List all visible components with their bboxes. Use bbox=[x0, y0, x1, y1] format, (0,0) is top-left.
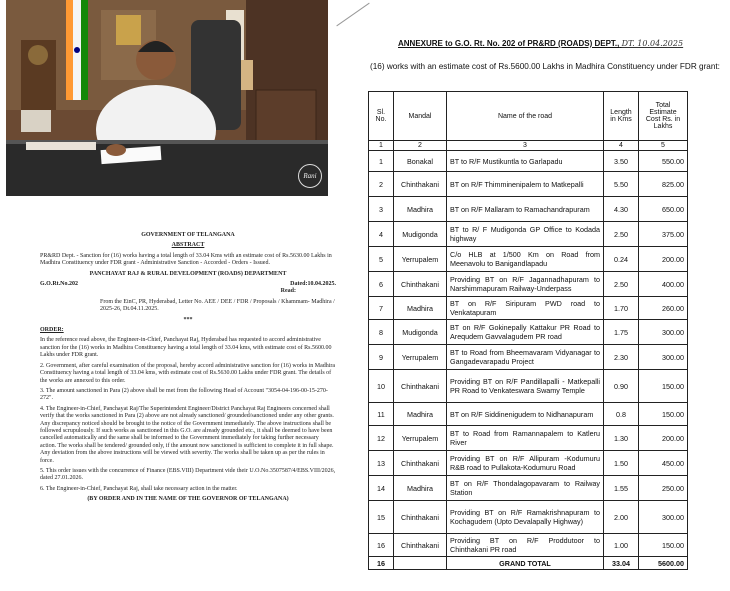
row-length: 2.00 bbox=[604, 501, 639, 534]
total-cost: 5600.00 bbox=[639, 557, 688, 570]
gov-title: GOVERNMENT OF TELANGANA bbox=[141, 232, 235, 238]
row-cost: 400.00 bbox=[639, 272, 688, 297]
row-cost: 375.00 bbox=[639, 222, 688, 247]
table-row bbox=[369, 476, 688, 501]
row-length: 1.00 bbox=[604, 534, 639, 557]
photo-watermark: Rani bbox=[298, 164, 322, 188]
row-sl: 4 bbox=[369, 222, 394, 247]
annexure-intro: (16) works with an estimate cost of Rs.5600.00 Lakhs in Madhira Constituency under FDR grant: bbox=[370, 62, 720, 71]
row-mandal: Chinthakani bbox=[394, 172, 447, 197]
annexure-document bbox=[360, 36, 720, 591]
row-mandal: Madhira bbox=[394, 476, 447, 501]
row-length: 5.50 bbox=[604, 172, 639, 197]
table-row bbox=[369, 172, 688, 197]
decorative-line bbox=[336, 3, 369, 27]
row-mandal: Chinthakani bbox=[394, 370, 447, 403]
row-length: 4.30 bbox=[604, 197, 639, 222]
works-table bbox=[368, 91, 688, 570]
row-road: Providing BT on R/F Proddutoor to Chinthakani PR road bbox=[447, 534, 604, 557]
table-total-row bbox=[369, 557, 688, 570]
table-row bbox=[369, 403, 688, 426]
row-cost: 150.00 bbox=[639, 534, 688, 557]
row-sl: 13 bbox=[369, 451, 394, 476]
row-length: 1.50 bbox=[604, 451, 639, 476]
header-length: Length in Kms bbox=[604, 92, 639, 141]
row-cost: 250.00 bbox=[639, 476, 688, 501]
row-sl: 11 bbox=[369, 403, 394, 426]
row-sl: 10 bbox=[369, 370, 394, 403]
table-row bbox=[369, 272, 688, 297]
row-mandal: Mudigonda bbox=[394, 320, 447, 345]
row-sl: 7 bbox=[369, 297, 394, 320]
row-mandal: Chinthakani bbox=[394, 451, 447, 476]
row-road: BT to Road from Bheemavaram Vidyanagar to Gangadevarapadu Project bbox=[447, 345, 604, 370]
row-length: 2.50 bbox=[604, 272, 639, 297]
table-row bbox=[369, 501, 688, 534]
total-label: GRAND TOTAL bbox=[447, 557, 604, 570]
read-label: Read: bbox=[280, 288, 296, 295]
row-road: Providing BT on R/F Jagannadhapuram to Narshimmapuram Railway-Underpass bbox=[447, 272, 604, 297]
colnum: 1 bbox=[369, 141, 394, 151]
go-subject: PR&RD Dept. - Sanction for (16) works having a total length of 33.04 Kms with an estimate cost of Rs.5630.00 Lakhs in Madhira Constituency under FDR grant - Administrative Sanction - Accorded - Orders - Issued. bbox=[40, 252, 332, 267]
row-length: 1.75 bbox=[604, 320, 639, 345]
go-number: G.O.Rt.No.202 bbox=[40, 281, 78, 288]
row-mandal: Mudigonda bbox=[394, 222, 447, 247]
row-length: 3.50 bbox=[604, 151, 639, 172]
header-mandal: Mandal bbox=[394, 92, 447, 141]
row-road: Providing BT on R/F Allipuram -Kodumuru R&B road to Pullakota-Kodumuru Road bbox=[447, 451, 604, 476]
header-sl: Sl. No. bbox=[369, 92, 394, 141]
row-length: 0.24 bbox=[604, 247, 639, 272]
table-header-row bbox=[369, 92, 688, 141]
table-body bbox=[369, 151, 688, 557]
table-colnum-row bbox=[369, 141, 688, 151]
row-cost: 200.00 bbox=[639, 426, 688, 451]
row-sl: 8 bbox=[369, 320, 394, 345]
order-para-4: 4. The Engineer-in-Chief, Panchayat Raj/The Superintendent Engineer/District Panchayat Raj Engineers concerned shall verify that the works sanctioned in Para (2) above are not already sanctioned/ grounded/sanctioned under any other grants. Any discrepancy noticed should be brought to the notice of the Government immediately. The above instructions shall be followed scrupulously. If such works as sanctioned in this G.O. are already grounded etc., it shall be deemed to have been cancelled automatically and the same shall be informed to the Government immediately for taking further necessary action. The works shall be tendered/ grounded only, if the amount now sanctioned is sufficient to complete it in full shape. Any deviation from the above instructions will be viewed with severity. The works shall be taken up as per the rules in force. bbox=[40, 405, 334, 464]
order-para-1: In the reference read above, the Engineer-in-Chief, Panchayat Raj, Hyderabad has requested to accord administrative sanction for the (16) works in Madhira Constituency having a total length of 33.04 kms, with estimate cost of Rs.5600.00 Lakhs under FDR grant. bbox=[40, 337, 332, 359]
row-sl: 16 bbox=[369, 534, 394, 557]
row-cost: 300.00 bbox=[639, 320, 688, 345]
row-road: BT on R/F Siddinenigudem to Nidhanapuram bbox=[447, 403, 604, 426]
row-road: BT on R/F Thimminenipalem to Matkepalli bbox=[447, 172, 604, 197]
table-row bbox=[369, 534, 688, 557]
row-length: 1.70 bbox=[604, 297, 639, 320]
annexure-date: DT. 10.04.2025 bbox=[621, 39, 684, 48]
row-road: BT to Road from Ramannapalem to Katleru River bbox=[447, 426, 604, 451]
header-road: Name of the road bbox=[447, 92, 604, 141]
colnum: 5 bbox=[639, 141, 688, 151]
row-road: BT on R/F Siripuram PWD road to Venkatapuram bbox=[447, 297, 604, 320]
order-para-2: 2. Government, after careful examination of the proposal, hereby accord administrative sanction for (16) works in Madhira Constituency having a total length of 33.04 kms, with estimate cost of Rs.5630.00 Lakhs under FDR grant. The details of the works are annexed to this order. bbox=[40, 362, 336, 384]
dept-title: PANCHAYAT RAJ & RURAL DEVELOPMENT (ROADS) DEPARTMENT bbox=[89, 270, 287, 277]
row-sl: 6 bbox=[369, 272, 394, 297]
row-cost: 650.00 bbox=[639, 197, 688, 222]
row-sl: 9 bbox=[369, 345, 394, 370]
table-row bbox=[369, 426, 688, 451]
table-row bbox=[369, 345, 688, 370]
official-signing-photo bbox=[6, 0, 328, 196]
order-para-6: 6. The Engineer-in-Chief, Panchayat Raj, shall take necessary action in the matter. bbox=[40, 485, 238, 492]
table-row bbox=[369, 320, 688, 345]
go-number-row bbox=[40, 281, 336, 288]
row-road: C/o HLB at 1/500 Km on Road from Meenavolu to Banigandlapadu bbox=[447, 247, 604, 272]
row-cost: 550.00 bbox=[639, 151, 688, 172]
row-length: 2.30 bbox=[604, 345, 639, 370]
row-length: 1.55 bbox=[604, 476, 639, 501]
go-date: Dated:10.04.2025. bbox=[290, 281, 336, 288]
row-road: BT on R/F Mallaram to Ramachandrapuram bbox=[447, 197, 604, 222]
row-length: 0.8 bbox=[604, 403, 639, 426]
order-para-5: 5. This order issues with the concurrence of Finance (EBS.VIII) Department vide their U.O.No.3507587/4/EBS.VIII/2026, dated 27.01.2026. bbox=[40, 467, 336, 482]
row-mandal: Madhira bbox=[394, 403, 447, 426]
photo-illustration bbox=[6, 0, 328, 196]
total-blank bbox=[394, 557, 447, 570]
row-road: BT to R/F Mustikuntla to Garlapadu bbox=[447, 151, 604, 172]
row-length: 1.30 bbox=[604, 426, 639, 451]
row-sl: 3 bbox=[369, 197, 394, 222]
total-length: 33.04 bbox=[604, 557, 639, 570]
row-length: 0.90 bbox=[604, 370, 639, 403]
row-mandal: Yerrupalem bbox=[394, 345, 447, 370]
row-road: BT on R/F Thondalagopavaram to Railway Station bbox=[447, 476, 604, 501]
read-from: From the EinC, PR, Hyderabad, Letter No. AEE / DEE / FDR / Proposals / Khammam- Madhira / 2025-26, Dt.04.11.2025. bbox=[100, 298, 335, 313]
row-sl: 12 bbox=[369, 426, 394, 451]
order-footer: (BY ORDER AND IN THE NAME OF THE GOVERNOR OF TELANGANA) bbox=[87, 496, 289, 503]
row-road: Providing BT on R/F Ramakrishnapuram to Kochagudem (Upto Devalapally Highway) bbox=[447, 501, 604, 534]
annexure-title-text: ANNEXURE to G.O. Rt. No. 202 of PR&RD (ROADS) DEPT., bbox=[398, 39, 620, 48]
row-cost: 825.00 bbox=[639, 172, 688, 197]
table-row bbox=[369, 197, 688, 222]
order-heading: ORDER: bbox=[40, 327, 64, 334]
row-length: 2.50 bbox=[604, 222, 639, 247]
row-mandal: Yerrupalem bbox=[394, 426, 447, 451]
row-road: BT to R/ F Mudigonda GP Office to Kodada highway bbox=[447, 222, 604, 247]
row-sl: 5 bbox=[369, 247, 394, 272]
table-row bbox=[369, 370, 688, 403]
go-document bbox=[40, 232, 336, 591]
colnum: 4 bbox=[604, 141, 639, 151]
annexure-title bbox=[398, 39, 683, 48]
row-road: BT on R/F Gokinepally Kattakur PR Road to Arequdem Gavvalagudem PR road bbox=[447, 320, 604, 345]
table-row bbox=[369, 247, 688, 272]
table-row bbox=[369, 451, 688, 476]
row-mandal: Madhira bbox=[394, 297, 447, 320]
stars: *** bbox=[183, 316, 193, 323]
row-sl: 15 bbox=[369, 501, 394, 534]
row-mandal: Madhira bbox=[394, 197, 447, 222]
row-mandal: Bonakal bbox=[394, 151, 447, 172]
row-mandal: Yerrupalem bbox=[394, 247, 447, 272]
abstract-title: ABSTRACT bbox=[171, 242, 205, 249]
row-cost: 200.00 bbox=[639, 247, 688, 272]
row-road: Providing BT on R/F Pandillapalli - Matkepalli PR Road to Venkateswara Swamy Temple bbox=[447, 370, 604, 403]
row-cost: 150.00 bbox=[639, 370, 688, 403]
table-row bbox=[369, 297, 688, 320]
row-cost: 300.00 bbox=[639, 345, 688, 370]
total-sl: 16 bbox=[369, 557, 394, 570]
row-sl: 14 bbox=[369, 476, 394, 501]
colnum: 2 bbox=[394, 141, 447, 151]
row-sl: 1 bbox=[369, 151, 394, 172]
row-cost: 450.00 bbox=[639, 451, 688, 476]
order-para-3: 3. The amount sanctioned in Para (2) above shall be met from the following Head of Account "3054-04-196-00-15-270-272". bbox=[40, 387, 328, 402]
row-mandal: Chinthakani bbox=[394, 501, 447, 534]
row-cost: 260.00 bbox=[639, 297, 688, 320]
colnum: 3 bbox=[447, 141, 604, 151]
table-row bbox=[369, 151, 688, 172]
row-cost: 150.00 bbox=[639, 403, 688, 426]
header-cost: Total Estimate Cost Rs. in Lakhs bbox=[639, 92, 688, 141]
row-sl: 2 bbox=[369, 172, 394, 197]
row-mandal: Chinthakani bbox=[394, 272, 447, 297]
row-cost: 300.00 bbox=[639, 501, 688, 534]
row-mandal: Chinthakani bbox=[394, 534, 447, 557]
table-row bbox=[369, 222, 688, 247]
